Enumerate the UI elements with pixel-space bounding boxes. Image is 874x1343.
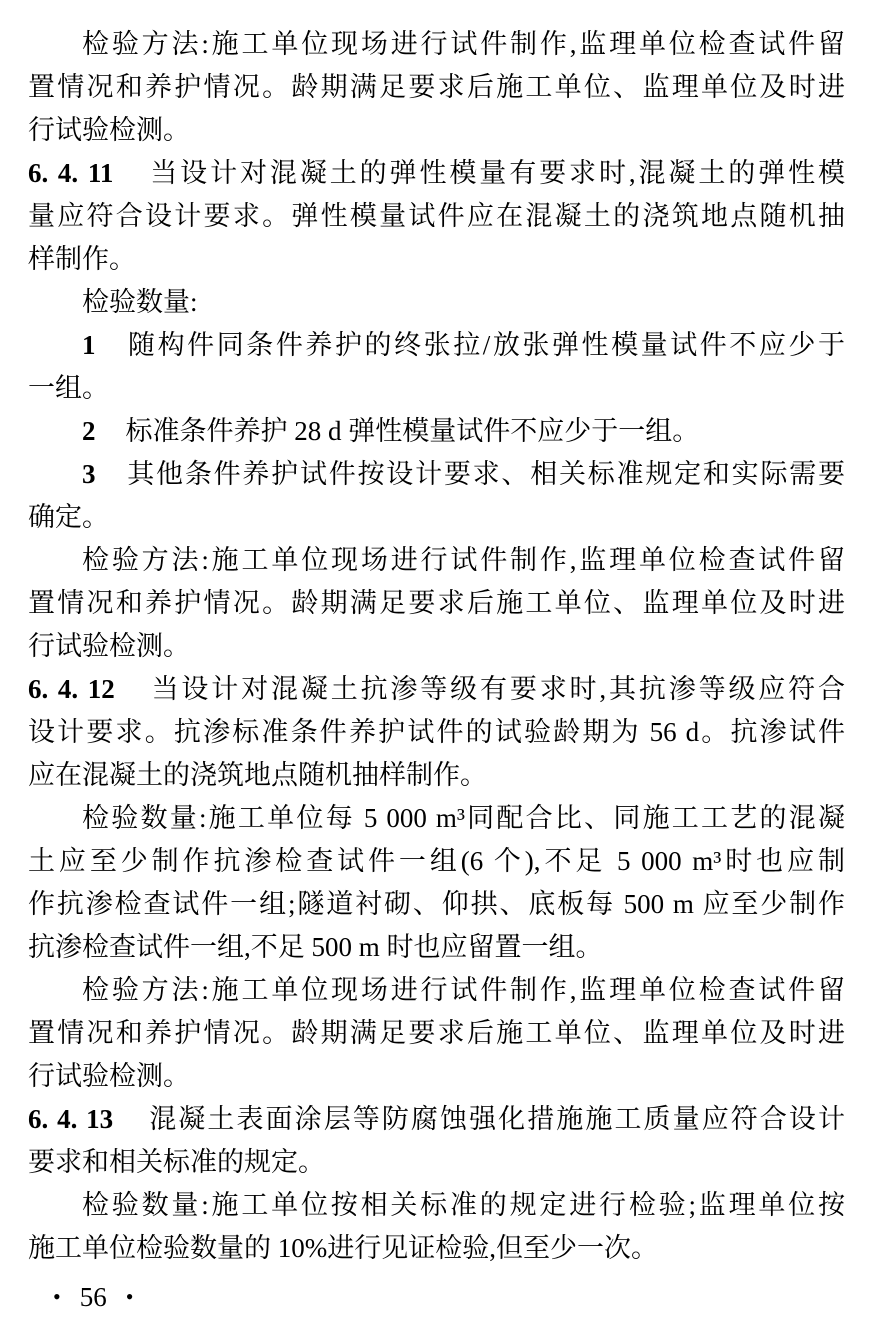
- clause-line: [28, 152, 845, 195]
- footer-right-dot: •: [125, 1284, 134, 1309]
- line-text: 一组。: [28, 373, 109, 403]
- line-text: 样制作。: [28, 244, 136, 274]
- text-line: [28, 238, 845, 281]
- text-line: [28, 1055, 845, 1098]
- text-line: [28, 1184, 845, 1227]
- text-line: [28, 797, 845, 840]
- list-item-line: [28, 324, 845, 367]
- page-footer: [28, 1282, 845, 1312]
- text-line: [28, 109, 845, 152]
- text-line: [28, 195, 845, 238]
- clause-number: 6. 4. 12: [28, 674, 115, 704]
- line-text: 检验方法:施工单位现场进行试件制作,监理单位检查试件留: [82, 545, 845, 575]
- line-text: 置情况和养护情况。龄期满足要求后施工单位、监理单位及时进: [28, 588, 845, 618]
- text-line: [28, 496, 845, 539]
- text-line: [28, 539, 845, 582]
- line-text: 行试验检测。: [28, 1061, 190, 1091]
- line-text: 混凝土表面涂层等防腐蚀强化措施施工质量应符合设计: [147, 1104, 846, 1134]
- line-text: 随构件同条件养护的终张拉/放张弹性模量试件不应少于: [125, 330, 845, 360]
- list-item-line: [28, 453, 845, 496]
- line-text: 行试验检测。: [28, 115, 190, 145]
- text-line: [28, 625, 845, 668]
- list-item-number: 3: [82, 459, 96, 489]
- line-text: 检验数量:施工单位每 5 000 m³同配合比、同施工工艺的混凝: [82, 803, 845, 833]
- list-item-number: 1: [82, 330, 96, 360]
- line-text: 抗渗检查试件一组,不足 500 m 时也应留置一组。: [28, 932, 603, 962]
- text-line: [28, 840, 845, 883]
- line-text: 行试验检测。: [28, 631, 190, 661]
- text-line: [28, 1227, 845, 1270]
- text-line: [28, 711, 845, 754]
- line-text: 量应符合设计要求。弹性模量试件应在混凝土的浇筑地点随机抽: [28, 201, 845, 231]
- line-text: 作抗渗检查试件一组;隧道衬砌、仰拱、底板每 500 m 应至少制作: [28, 889, 845, 919]
- line-text: 检验数量:: [82, 287, 198, 317]
- line-text: 当设计对混凝土抗渗等级有要求时,其抗渗等级应符合: [148, 674, 846, 704]
- list-item-line: [28, 410, 845, 453]
- text-line: [28, 367, 845, 410]
- text-line: [28, 926, 845, 969]
- line-text: 施工单位检验数量的 10%进行见证检验,但至少一次。: [28, 1233, 658, 1263]
- list-item-number: 2: [82, 416, 96, 446]
- document-text: [28, 23, 845, 1270]
- line-text: 要求和相关标准的规定。: [28, 1147, 325, 1177]
- line-text: 检验数量:施工单位按相关标准的规定进行检验;监理单位按: [82, 1190, 845, 1220]
- line-text: 其他条件养护试件按设计要求、相关标准规定和实际需要: [125, 459, 845, 489]
- clause-line: [28, 1098, 845, 1141]
- text-line: [28, 1141, 845, 1184]
- line-text: 土应至少制作抗渗检查试件一组(6 个),不足 5 000 m³时也应制: [28, 846, 845, 876]
- line-text: 标准条件养护 28 d 弹性模量试件不应少于一组。: [125, 416, 700, 446]
- clause-line: [28, 668, 845, 711]
- line-text: 置情况和养护情况。龄期满足要求后施工单位、监理单位及时进: [28, 1018, 845, 1048]
- line-text: 当设计对混凝土的弹性模量有要求时,混凝土的弹性模: [147, 158, 846, 188]
- text-line: [28, 23, 845, 66]
- text-line: [28, 1012, 845, 1055]
- line-text: 应在混凝土的浇筑地点随机抽样制作。: [28, 760, 487, 790]
- text-line: [28, 582, 845, 625]
- line-text: 检验方法:施工单位现场进行试件制作,监理单位检查试件留: [82, 29, 845, 59]
- text-line: [28, 754, 845, 797]
- line-text: 置情况和养护情况。龄期满足要求后施工单位、监理单位及时进: [28, 72, 845, 102]
- page-number: 56: [79, 1282, 107, 1312]
- line-text: 确定。: [28, 502, 109, 532]
- footer-left-dot: •: [53, 1284, 61, 1309]
- text-line: [28, 281, 845, 324]
- clause-number: 6. 4. 13: [28, 1104, 114, 1134]
- clause-number: 6. 4. 11: [28, 158, 114, 188]
- text-line: [28, 883, 845, 926]
- text-line: [28, 66, 845, 109]
- text-line: [28, 969, 845, 1012]
- line-text: 设计要求。抗渗标准条件养护试件的试验龄期为 56 d。抗渗试件: [28, 717, 845, 747]
- line-text: 检验方法:施工单位现场进行试件制作,监理单位检查试件留: [82, 975, 845, 1005]
